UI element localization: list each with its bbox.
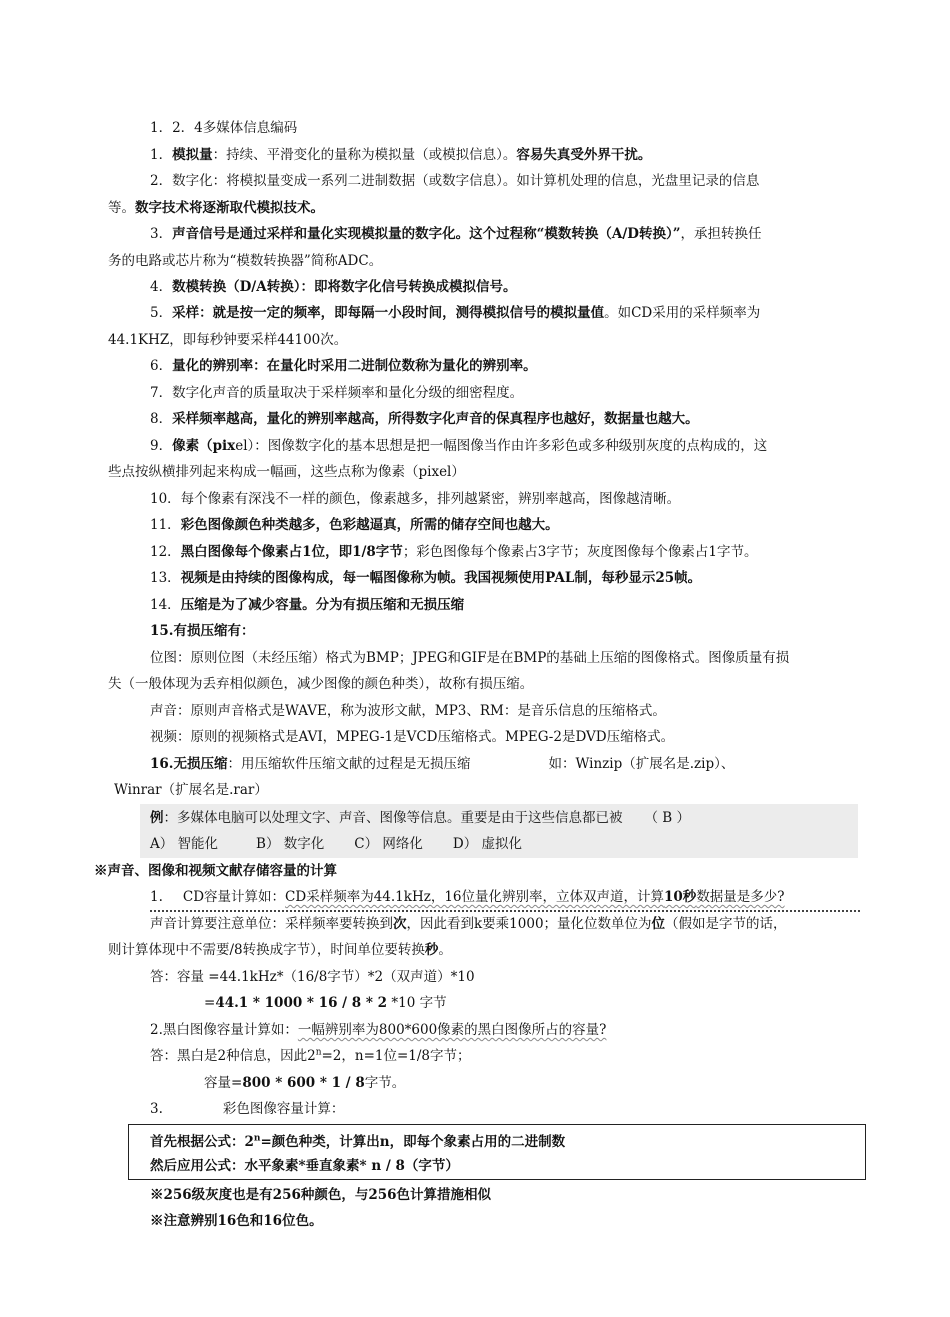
- bw-answer-line-1: [150, 1046, 471, 1066]
- lossless-line-2: Winrar（扩展名是.rar）: [114, 782, 268, 798]
- text: *10 字节: [387, 995, 447, 1011]
- paragraph-13: [150, 568, 701, 588]
- paragraph-8: [150, 409, 699, 429]
- paragraph-4: [150, 277, 516, 297]
- paragraph-6: [150, 356, 537, 376]
- bw-question-text: 一幅辨别率为800*600像素的黑白图像所占的容量?: [297, 1022, 607, 1038]
- item-number: 3．: [150, 226, 173, 242]
- item-number: 9．: [150, 438, 173, 454]
- paragraph-2-line-2: [108, 198, 324, 218]
- paragraph-3-line-2: 务的电路或芯片称为“模数转换器”简称ADC。: [108, 253, 383, 269]
- bw-calc-question: [150, 1020, 606, 1040]
- text: 则计算体现中不需要/8转换成字节），时间单位要转换: [108, 942, 425, 958]
- formula-line-1: [150, 1132, 565, 1152]
- color-calc-heading: [150, 1099, 344, 1119]
- text: 声音计算要注意单位：采样频率要转换到: [150, 916, 393, 932]
- formula: 44.1 * 1000 * 16 / 8 * 2: [215, 995, 388, 1011]
- text: CD容量计算如：: [182, 889, 286, 905]
- example-options: [150, 834, 522, 854]
- exponent: n: [315, 1047, 322, 1058]
- text: 答：黑白是2种信息，因此2: [150, 1048, 316, 1064]
- emphasis-text: 采样频率越高，量化的辨别率越高，所得数字化声音的保真程序也越好，数据量也越大。: [172, 411, 699, 427]
- item-number: 14．: [150, 597, 181, 613]
- paragraph-14: [150, 595, 464, 615]
- item-number: 4．: [150, 279, 173, 295]
- note-16-colors: ※注意辨别16色和16位色。: [150, 1213, 323, 1229]
- item-number: 1．: [150, 147, 173, 163]
- text: 2.黑白图像容量计算如：: [150, 1022, 298, 1038]
- formula: 800 * 600 * 1 / 8: [242, 1075, 365, 1091]
- dotted-underline: [150, 910, 860, 912]
- paragraph-9-line-2: 些点按纵横排列起来构成一幅画，这些点称为像素（pixel）: [108, 464, 465, 480]
- paragraph-10: 10．每个像素有深浅不一样的颜色，像素越多，排列越紧密，辨别率越高，图像越清晰。: [150, 491, 681, 507]
- text: CD采样频率为44.1kHz，16位量化辨别率，立体双声道，计算: [285, 889, 665, 905]
- item-number: 6．: [150, 358, 173, 374]
- option-d: D） 虚拟化: [452, 836, 523, 852]
- example-label: 例: [150, 810, 164, 826]
- text: ，因此看到k要乘1000；量化位数单位为: [406, 916, 652, 932]
- text: 字节。: [364, 1075, 406, 1091]
- term-pixel: 像素: [172, 438, 200, 454]
- example-question: [150, 808, 690, 828]
- cd-calc-note-line-2: [108, 940, 452, 960]
- text: =颜色种类，计算出n，即每个象素占用的二进制数: [260, 1134, 566, 1150]
- storage-heading: ※声音、图像和视频文献存储容量的计算: [94, 863, 337, 879]
- cd-answer-line-1: 答：容量 =44.1kHz*（16/8字节）*2（双声道）*10: [150, 969, 475, 985]
- question-text: ：多媒体电脑可以处理文字、声音、图像等信息。重要是由于这些信息都已被: [163, 810, 623, 826]
- text: 等。: [108, 200, 135, 216]
- paragraph-9-line-1: [150, 436, 767, 456]
- item-number: 3.: [150, 1101, 163, 1117]
- emphasis-text: 数字技术将逐渐取代模拟技术。: [135, 200, 324, 216]
- item-number: 11．: [150, 517, 181, 533]
- cd-answer-line-2: [204, 993, 447, 1013]
- lossy-bitmap-line-1: 位图：原则位图（未经压缩）格式为BMP；JPEG和GIF是在BMP的基础上压缩的图像格式。图像质量有损: [150, 650, 790, 666]
- paragraph-1: [150, 145, 651, 165]
- text: 。如CD采用的采样频率为: [604, 305, 761, 321]
- cd-calc-note-line-1: [150, 914, 787, 934]
- emphasis-text: 容易失真受外界干扰。: [516, 147, 652, 163]
- option-c: C） 网络化: [354, 836, 423, 852]
- item-number: 12．: [150, 544, 181, 560]
- lossless-heading: 16.无损压缩: [150, 756, 228, 772]
- text: ：用压缩软件压缩文献的过程是无损压缩: [227, 756, 471, 772]
- emphasis-text: 数模转换（D/A转换）：即将数字化信号转换成模拟信号。: [172, 279, 517, 295]
- paragraph-5-line-1: [150, 303, 760, 323]
- answer-text: （ B ）: [644, 810, 691, 826]
- text: =2，n=1位=1/8字节；: [321, 1048, 471, 1064]
- emphasis-text: 彩色图像颜色种类越多，色彩越逼真，所需的储存空间也越大。: [180, 517, 559, 533]
- text: （假如是字节的话，: [665, 916, 787, 932]
- paragraph-3-line-1: [150, 224, 762, 244]
- cd-question-text: [285, 889, 785, 905]
- text: ；彩色图像每个像素占3字节；灰度图像每个像素占1字节。: [402, 544, 758, 560]
- text: 首先根据公式：2: [150, 1134, 254, 1150]
- item-number: 8．: [150, 411, 173, 427]
- paragraph-12: [150, 542, 758, 562]
- emphasis-text: 采样：就是按一定的频率，即每隔一小段时间，测得模拟信号的模拟量值: [172, 305, 605, 321]
- definition-text: ：持续、平滑变化的量称为模拟量（或模拟信息）。: [212, 147, 517, 163]
- emphasis-text: 黑白图像每个像素占1位，即1/8字节: [180, 544, 403, 560]
- formula-line-2: 然后应用公式：水平象素*垂直象素* n / 8（字节）: [150, 1158, 459, 1174]
- paragraph-5-line-2: 44.1KHZ，即每秒钟要采样44100次。: [108, 332, 348, 348]
- section-heading: 1．2．4多媒体信息编码: [150, 120, 298, 136]
- lossy-heading: 15.有损压缩有：: [150, 623, 255, 639]
- text: 如：Winzip（扩展名是.zip）、: [548, 756, 735, 772]
- paragraph-2-line-1: 2．数字化：将模拟量变成一系列二进制数据（或数字信息）。如计算机处理的信息，光盘里记录的信息: [150, 173, 760, 189]
- paragraph-7: 7．数字化声音的质量取决于采样频率和量化分级的细密程度。: [150, 385, 524, 401]
- note-grayscale: ※256级灰度也是有256种颜色，与256色计算措施相似: [150, 1187, 492, 1203]
- text: 彩色图像容量计算：: [222, 1101, 345, 1117]
- emphasis-text: 量化的辨别率：在量化时采用二进制位数称为量化的辨别率。: [172, 358, 537, 374]
- text: =: [204, 995, 216, 1011]
- bw-answer-line-2: [204, 1073, 405, 1093]
- cd-calc-question: [150, 887, 785, 907]
- lossless-line-1: [150, 754, 734, 774]
- emphasis-text: 声音信号是通过采样和量化实现模拟量的数字化。这个过程称“模数转换（A/D转换）”: [172, 226, 681, 242]
- emphasis-text: 视频是由持续的图像构成，每一幅图像称为帧。我国视频使用PAL制，每秒显示25帧。: [180, 570, 702, 586]
- term-pixel-en: （pix: [199, 438, 236, 454]
- option-b: B） 数字化: [256, 836, 325, 852]
- lossy-video: 视频：原则的视频格式是AVI，MPEG-1是VCD压缩格式。MPEG-2是DVD压缩格式。: [150, 729, 675, 745]
- item-number: 5．: [150, 305, 173, 321]
- ten-seconds: 10秒: [664, 889, 697, 905]
- text: 容量=: [204, 1075, 243, 1091]
- text: 数据量是多少?: [696, 889, 785, 905]
- unit-second: 秒: [424, 942, 439, 958]
- option-a: A） 智能化: [150, 836, 219, 852]
- text: ，承担转换任: [680, 226, 762, 242]
- term-analog: 模拟量: [172, 147, 213, 163]
- unit-bit: 位: [651, 916, 666, 932]
- text: 。: [438, 942, 452, 958]
- emphasis-text: 压缩是为了减少容量。分为有损压缩和无损压缩: [180, 597, 465, 613]
- item-number: 1.: [150, 889, 163, 905]
- text: el）：图像数字化的基本思想是把一幅图像当作由许多彩色或多种级别灰度的点构成的，这: [235, 438, 768, 454]
- lossy-audio: 声音：原则声音格式是WAVE，称为波形文献，MP3、RM：是音乐信息的压缩格式。: [150, 703, 666, 719]
- paragraph-11: [150, 515, 559, 535]
- lossy-bitmap-line-2: 失（一般体现为丢弃相似颜色，减少图像的颜色种类），故称有损压缩。: [108, 676, 534, 692]
- unit-times: 次: [393, 916, 407, 932]
- exponent: n: [253, 1133, 261, 1144]
- item-number: 13．: [150, 570, 181, 586]
